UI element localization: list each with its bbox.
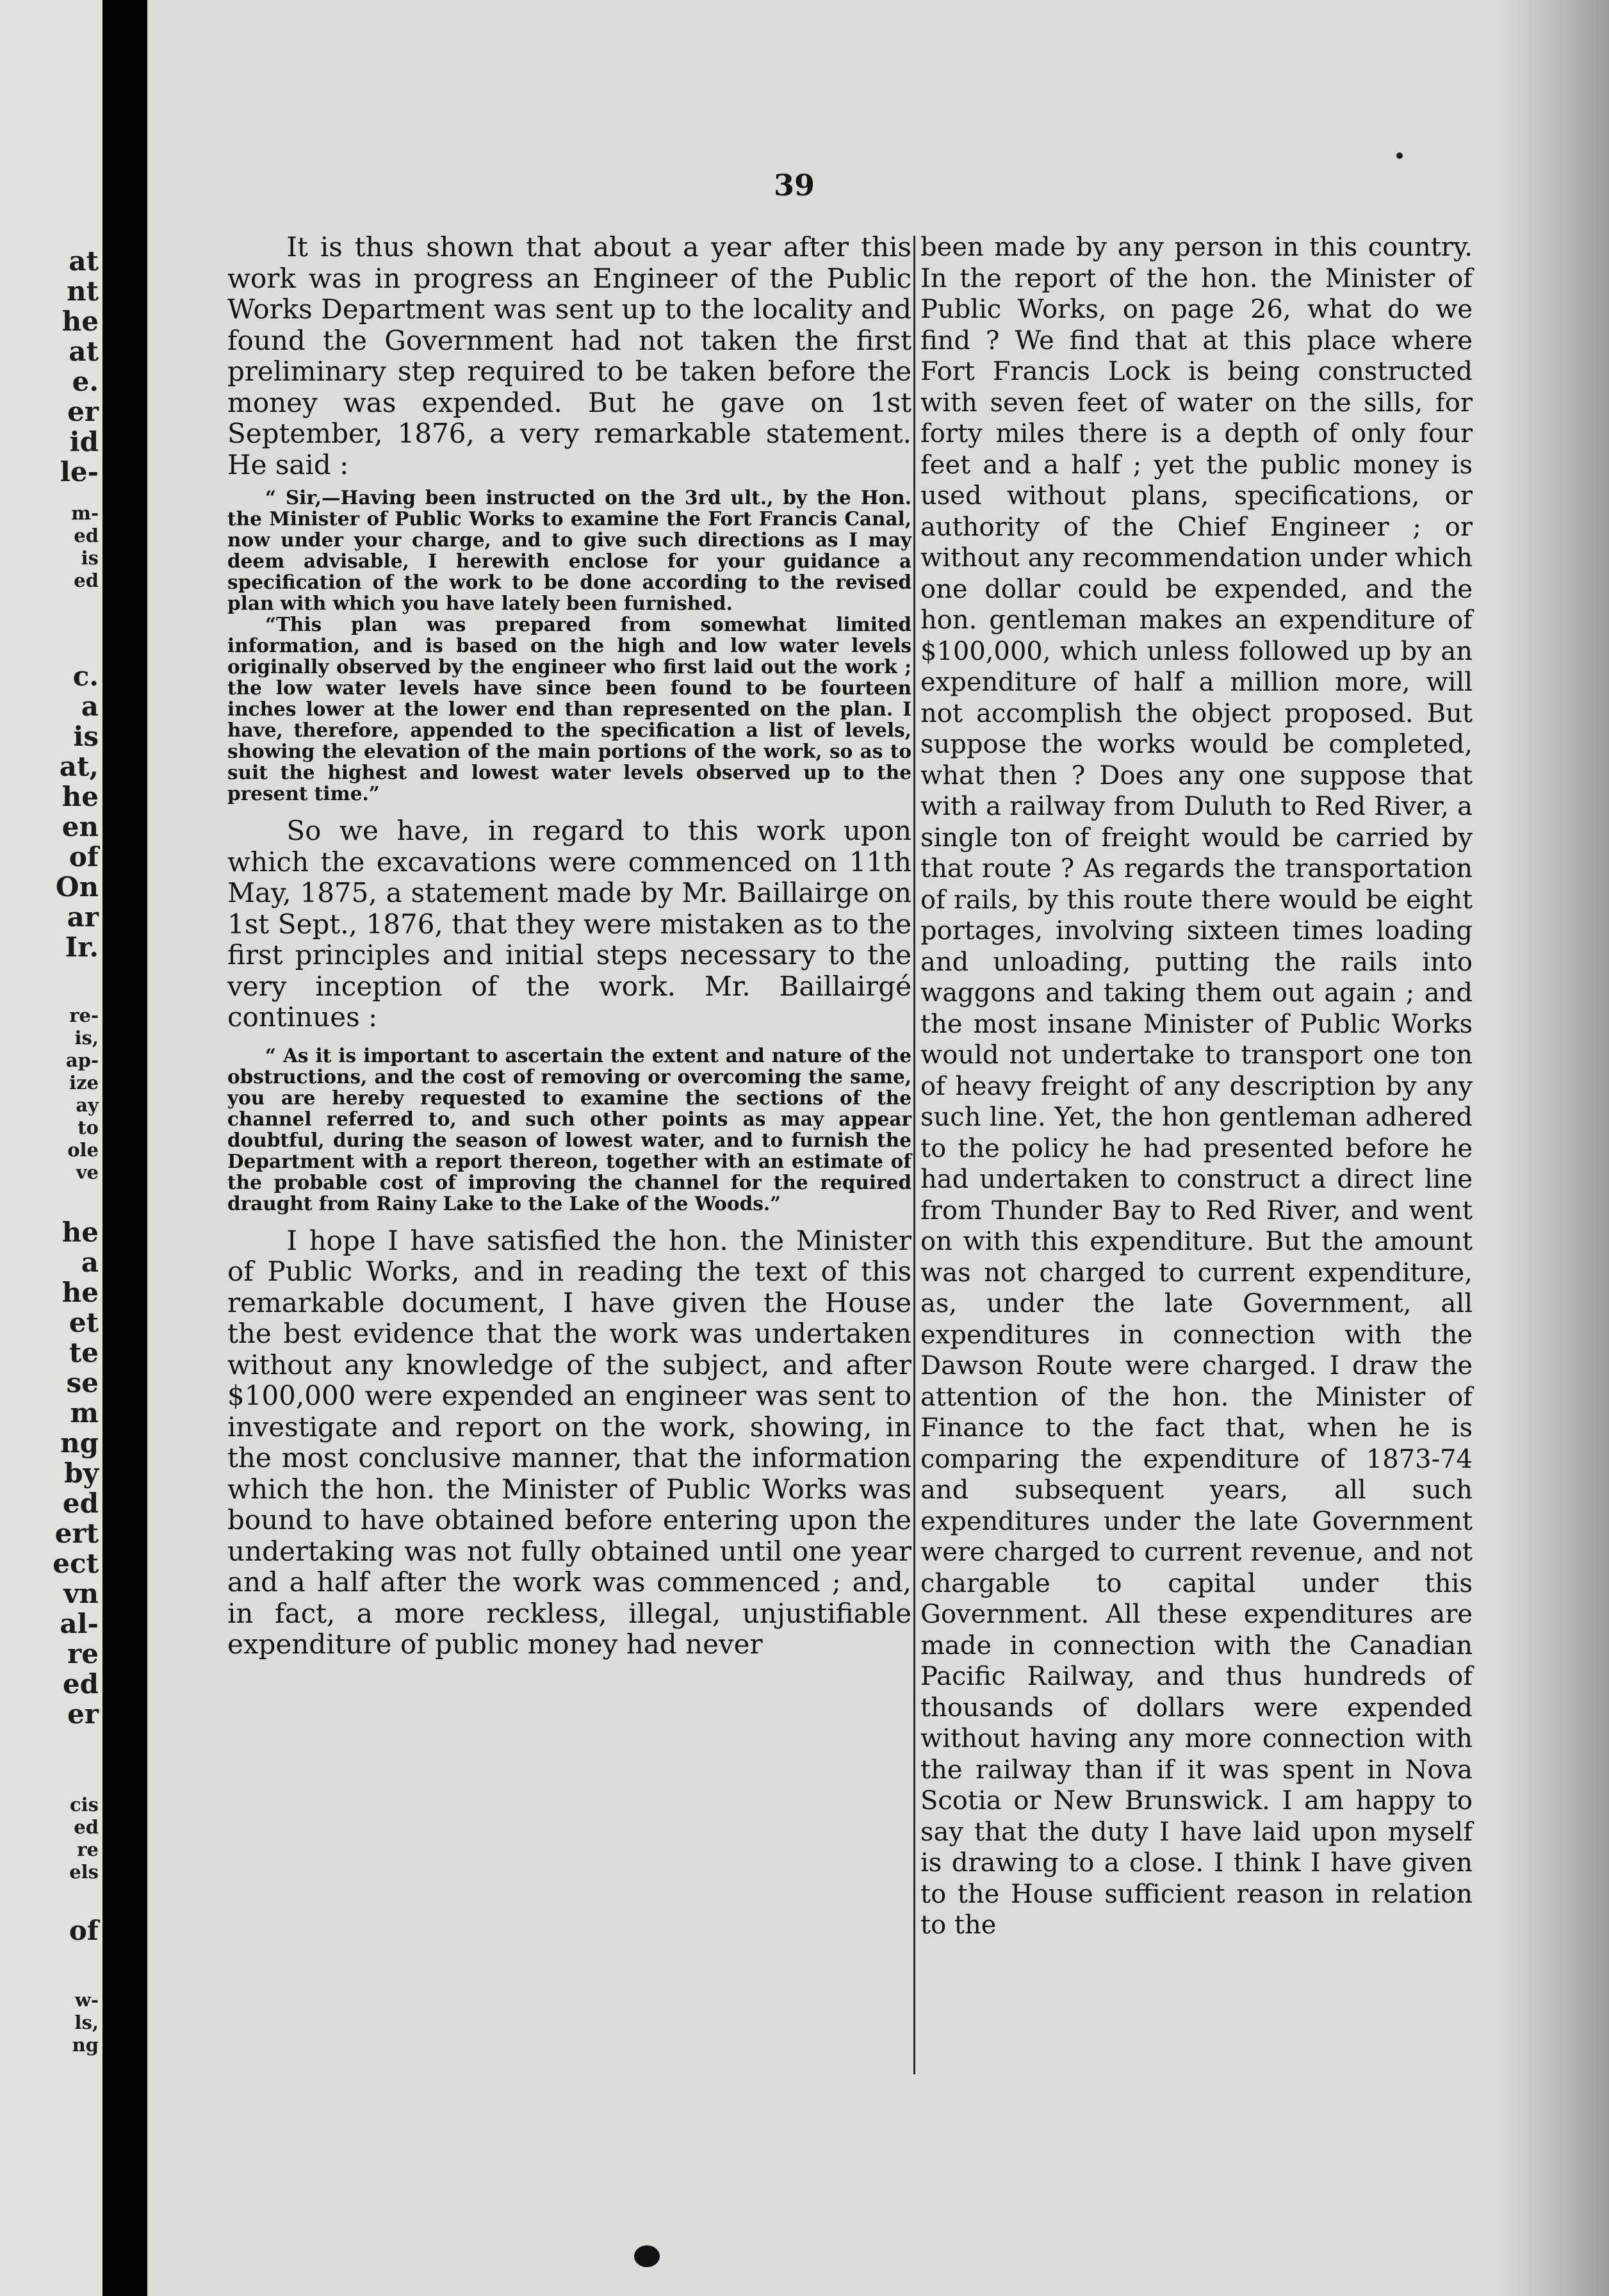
paragraph: been made by any person in this country. In the report of the hon. the Minister of Public Works, on page 26, what do we find ? We find that at this place where Fort Francis Lock is being constructed with seven feet of water on the sills, for forty miles there is a depth of only four feet and a half ; yet the public money is used without plans, specifications, or authority of the Chief Engineer ; or without any recommendation under which one dollar could be expended, and the hon. gentleman makes an expenditure of $100,000, which unless followed up by an expenditure of half a million more, will not accomplish the object proposed. But suppose the works would be completed, what then ? Does any one suppose that with a railway from Duluth to Red River, a single ton of freight would be carried by that route ? As regards the transportation of rails, by this route there would be eight portages, involving sixteen times loading and unloading, putting the rails into waggons and taking them out again ; and the most insane Minister of Public Works would not undertake to transport one ton of heavy freight of any description by any such line. Yet, the hon gentleman adhered to the policy he had presented before he had undertaken to construct a direct line from Thunder Bay to Red River, and went on with this expenditure. But the amount was not charged to current expenditure, as, under the late Government, all expenditures in connection with the Dawson Route were charged. I draw the attention of the hon. the Minister of Finance to the fact that, when he is comparing the expenditure of 1873-74 and subsequent years, all such expenditures under the late Government were charged to current revenue, and not chargable to capital under this Government. All these expenditures are made in connection with the Canadian Pacific Railway, and thus hundreds of thousands of dollars were expended without having any more connection with the railway than if it was spent in Nova Scotia or New Brunswick. I am happy to say that the duty I have laid upon myself is drawing to a close. I think I have given to the House sufficient reason in relation to the xyxy=(920,233,1473,1940)
ink-speck xyxy=(1396,152,1403,159)
margin-fragment: ole xyxy=(67,1139,99,1161)
margin-fragment: al- xyxy=(60,1608,99,1639)
margin-fragment: to xyxy=(78,1117,99,1138)
margin-fragment: he xyxy=(61,1277,99,1308)
margin-block-7 xyxy=(9,1915,99,1946)
margin-block-4 xyxy=(9,1004,99,1184)
margin-fragment: ed xyxy=(62,1668,99,1700)
margin-fragment: ar xyxy=(67,901,99,933)
right-column xyxy=(920,232,1473,1941)
margin-fragment: ect xyxy=(53,1548,99,1579)
margin-fragment: of xyxy=(69,841,99,873)
quoted-letter: “This plan was prepared from somewhat limited information, and is based on the high and low water levels originally observed by the engineer who first laid out the work ; the low water levels have since been found to be fourteen inches lower at the lower end than represented on the plan. I have, therefore, appended to the specification a list of levels, showing the elevation of the main portions of the work, so as to suit the highest and lowest water levels observed up to the present time.” xyxy=(227,613,911,805)
margin-block-5 xyxy=(9,1217,99,1729)
margin-fragment: ve xyxy=(76,1161,99,1183)
margin-fragment: re xyxy=(67,1638,99,1669)
margin-fragment: et xyxy=(69,1307,99,1338)
margin-fragment: els xyxy=(69,1861,99,1883)
margin-fragment: te xyxy=(69,1337,99,1368)
margin-fragment: nt xyxy=(67,275,99,307)
ink-blot xyxy=(634,2245,660,2267)
margin-fragment: ed xyxy=(74,570,99,591)
margin-fragment: ert xyxy=(54,1518,99,1549)
margin-fragment: e. xyxy=(72,366,99,397)
paragraph: I hope I have satisfied the hon. the Minister of Public Works, and in reading the text of this remarkable document, I have given the House the best evidence that the work was undertaken without any knowledge of the subject, and after $100,000 were expended an engineer was sent to investigate and report on the work, showing, in the most conclusive manner, that the information which the hon. the Minister of Public Works was bound to have obtained before entering upon the undertaking was not fully obtained until one year and a half after the work was commenced ; and, in fact, a more reckless, illegal, unjustifiable expenditure of public money had never xyxy=(227,1224,911,1660)
margin-fragment: ed xyxy=(74,1816,99,1838)
margin-fragment: is, xyxy=(74,1027,99,1049)
adjacent-page-fragment xyxy=(0,0,102,2296)
margin-fragment: cis xyxy=(69,1794,99,1816)
margin-fragment: er xyxy=(67,1698,99,1730)
page-edge-shadow xyxy=(1494,0,1609,2296)
margin-fragment: ap- xyxy=(65,1049,99,1071)
margin-fragment: ng xyxy=(72,2034,99,2056)
margin-fragment: id xyxy=(69,426,99,457)
margin-block-1 xyxy=(9,246,99,487)
document-page xyxy=(147,0,1609,2296)
margin-fragment: w- xyxy=(74,1989,99,2011)
margin-fragment: Ir. xyxy=(65,931,99,963)
margin-fragment: ls, xyxy=(74,2012,99,2033)
margin-fragment: er xyxy=(67,396,99,427)
page-number: 39 xyxy=(773,168,815,202)
margin-fragment: ay xyxy=(76,1094,99,1116)
margin-fragment: a xyxy=(81,1247,99,1278)
book-gutter xyxy=(102,0,147,2296)
margin-block-3 xyxy=(9,661,99,962)
margin-fragment: at xyxy=(69,336,99,367)
column-rule xyxy=(913,236,915,2074)
margin-fragment: ng xyxy=(60,1427,99,1459)
margin-fragment: vn xyxy=(63,1578,99,1609)
left-column xyxy=(227,232,911,1660)
margin-fragment: On xyxy=(55,871,99,903)
margin-fragment: m xyxy=(70,1397,99,1429)
paragraph: So we have, in regard to this work upon which the excavations were commenced on 11th May, 1875, a statement made by Mr. Baillairge on 1st Sept., 1876, that they were mistaken as to the first principles and initial steps necessary to the very inception of the work. Mr. Baillairgé continues : xyxy=(227,815,911,1033)
margin-fragment: ed xyxy=(74,525,99,546)
margin-block-8 xyxy=(9,1989,99,2056)
margin-fragment: is xyxy=(81,547,99,569)
margin-fragment: re xyxy=(77,1839,99,1860)
margin-block-2 xyxy=(9,502,99,592)
margin-fragment: m- xyxy=(71,502,99,524)
margin-fragment: le- xyxy=(60,456,99,488)
margin-fragment: se xyxy=(66,1367,99,1398)
margin-fragment: ize xyxy=(69,1072,99,1094)
margin-fragment: a xyxy=(81,691,99,722)
margin-fragment: at xyxy=(69,245,99,277)
quoted-letter: “ Sir,—Having been instructed on the 3rd ult., by the Hon. the Minister of Public Works to examine the Fort Francis Canal, now under your charge, and to give such directions as I may deem advisable, I herewith enclose for your guidance a specification of the work to be done according to the revised plan with which you have lately been furnished. xyxy=(227,486,911,614)
margin-fragment: he xyxy=(61,781,99,812)
margin-fragment: of xyxy=(69,1915,99,1946)
quoted-letter: “ As it is important to ascertain the extent and nature of the obstructions, and the cost of removing or overcoming the same, you are hereby requested to examine the sections of the channel referred to, and such other points as may appear doubtful, during the season of lowest water, and to furnish the Department with a report thereon, together with an estimate of the probable cost of improving the channel for the required draught from Rainy Lake to the Lake of the Woods.” xyxy=(227,1044,911,1215)
margin-fragment: at, xyxy=(59,751,99,782)
margin-fragment: he xyxy=(61,1217,99,1248)
margin-fragment: ed xyxy=(62,1488,99,1519)
margin-block-6 xyxy=(9,1794,99,1883)
margin-fragment: c. xyxy=(72,660,99,692)
margin-fragment: by xyxy=(64,1457,99,1489)
paragraph: It is thus shown that about a year after this work was in progress an Engineer of the Public Works Department was sent up to the locality and found the Government had not taken the first preliminary step required to be taken before the money was expended. But he gave on 1st September, 1876, a very remarkable statement. He said : xyxy=(227,231,911,480)
margin-fragment: is xyxy=(73,721,99,752)
margin-fragment: he xyxy=(61,306,99,337)
margin-fragment: en xyxy=(61,811,99,842)
margin-fragment: re- xyxy=(69,1004,99,1026)
